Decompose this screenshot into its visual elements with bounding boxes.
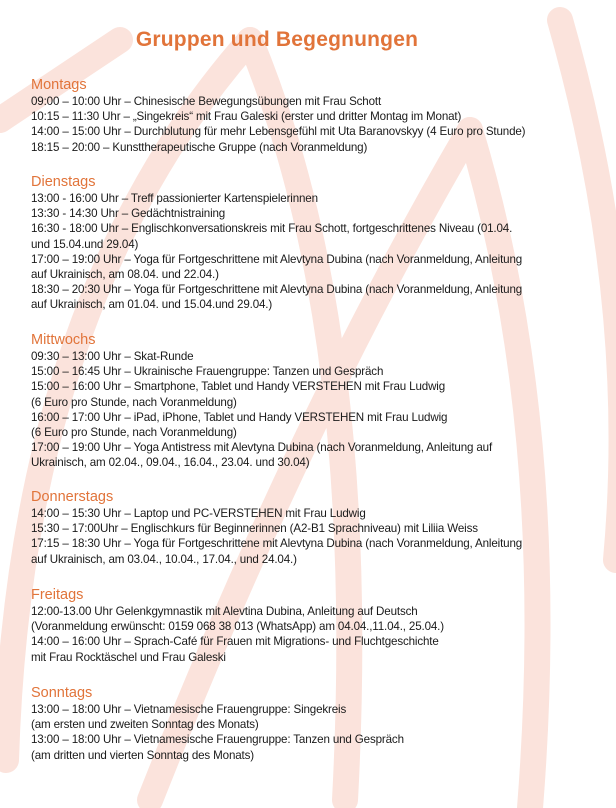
schedule-line: 14:00 – 15:00 Uhr – Durchblutung für mehr Lebensgefühl mit Uta Baranovskyy (4 Euro pro Stunde)	[31, 125, 526, 139]
schedule-line: (6 Euro pro Stunde, nach Voranmeldung)	[31, 426, 237, 440]
schedule-line: auf Ukrainisch, am 01.04. und 15.04.und 29.04.)	[31, 298, 273, 312]
schedule-line: 18:15 – 20:00 – Kunsttherapeutische Gruppe (nach Voranmeldung)	[31, 140, 368, 154]
schedule-line: (am dritten und vierten Sonntag des Monats)	[31, 748, 254, 762]
schedule-line: Ukrainisch, am 02.04., 09.04., 16.04., 23.04. und 30.04)	[31, 456, 310, 470]
schedule-line: 15:30 – 17:00Uhr – Englischkurs für Beginnerinnen (A2-B1 Sprachniveau) mit Liliia Weiss	[31, 522, 478, 536]
page-title: Gruppen und Begegnungen	[135, 28, 419, 51]
day-section-sonntags	[31, 685, 601, 763]
schedule-line: (6 Euro pro Stunde, nach Voranmeldung)	[31, 395, 237, 409]
schedule-line: mit Frau Rocktäschel und Frau Galeski	[31, 650, 226, 664]
day-section-freitags	[31, 587, 601, 665]
schedule-line: 10:15 – 11:30 Uhr – „Singekreis“ mit Frau Galeski (erster und dritter Montag im Monat)	[31, 110, 462, 124]
schedule-line: 13:00 - 16:00 Uhr – Treff passionierter Kartenspielerinnen	[31, 192, 318, 205]
schedule-line: auf Ukrainisch, am 08.04. und 22.04.)	[31, 268, 219, 282]
schedule-line: 13:00 – 18:00 Uhr – Vietnamesische Frauengruppe: Tanzen und Gespräch	[31, 733, 404, 747]
schedule-line: 14:00 – 15:30 Uhr – Laptop und PC-VERSTEHEN mit Frau Ludwig	[31, 507, 366, 520]
day-section-mittwochs	[31, 332, 601, 471]
day-heading: Freitags	[31, 587, 84, 603]
schedule-line: (am ersten und zweiten Sonntag des Monats)	[31, 718, 259, 732]
schedule-line: 12:00-13.00 Uhr Gelenkgymnastik mit Alevtina Dubina, Anleitung auf Deutsch	[31, 605, 418, 618]
schedule-line: 17:15 – 18:30 Uhr – Yoga für Fortgeschrittene mit Alevtyna Dubina (nach Voranmeldung, Anleitung	[31, 537, 523, 551]
schedule-line: auf Ukrainisch, am 03.04., 10.04., 17.04., und 24.04.)	[31, 552, 297, 566]
schedule-line: 16:00 – 17:00 Uhr – iPad, iPhone, Tablet und Handy VERSTEHEN mit Frau Ludwig	[31, 410, 448, 424]
schedule-line: 15:00 – 16:45 Uhr – Ukrainische Frauengruppe: Tanzen und Gespräch	[31, 365, 384, 379]
day-heading: Donnerstags	[31, 489, 114, 505]
day-section-donnerstags	[31, 489, 601, 567]
schedule-line: 15:00 – 16:00 Uhr – Smartphone, Tablet und Handy VERSTEHEN mit Frau Ludwig	[31, 380, 446, 394]
schedule-line: und 15.04.und 29.04)	[31, 237, 139, 251]
schedule-line: (Voranmeldung erwünscht: 0159 068 38 013 (WhatsApp) am 04.04.,11.04., 25.04.)	[31, 620, 444, 634]
schedule-line: 14:00 – 16:00 Uhr – Sprach-Café für Frauen mit Migrations- und Fluchtgeschichte	[31, 635, 439, 649]
schedule-line: 18:30 – 20:30 Uhr – Yoga für Fortgeschrittene mit Alevtyna Dubina (nach Voranmeldung, Anleitung	[31, 283, 523, 297]
schedule-line: 13:00 – 18:00 Uhr – Vietnamesische Frauengruppe: Singekreis	[31, 703, 347, 716]
day-section-montags	[31, 77, 601, 155]
schedule-line: 09:00 – 10:00 Uhr – Chinesische Bewegungsübungen mit Frau Schott	[31, 95, 382, 108]
schedule-line: 16:30 - 18:00 Uhr – Englischkonversationskreis mit Frau Schott, fortgeschrittenes Niveau (01.04.	[31, 222, 513, 236]
schedule-line: 09:30 – 13:00 Uhr – Skat-Runde	[31, 350, 194, 363]
day-heading: Dienstags	[31, 174, 96, 190]
schedule-line: 13:30 - 14:30 Uhr – Gedächtnistraining	[31, 207, 226, 221]
schedule-line: 17:00 – 19:00 Uhr – Yoga für Fortgeschrittene mit Alevtyna Dubina (nach Voranmeldung, Anleitung	[31, 252, 523, 266]
day-section-dienstags	[31, 174, 601, 313]
day-heading: Sonntags	[31, 685, 93, 701]
day-heading: Montags	[31, 77, 87, 93]
day-heading: Mittwochs	[31, 332, 96, 348]
schedule-line: 17:00 – 19:00 Uhr – Yoga Antistress mit Alevtyna Dubina (nach Voranmeldung, Anleitung auf	[31, 441, 493, 455]
